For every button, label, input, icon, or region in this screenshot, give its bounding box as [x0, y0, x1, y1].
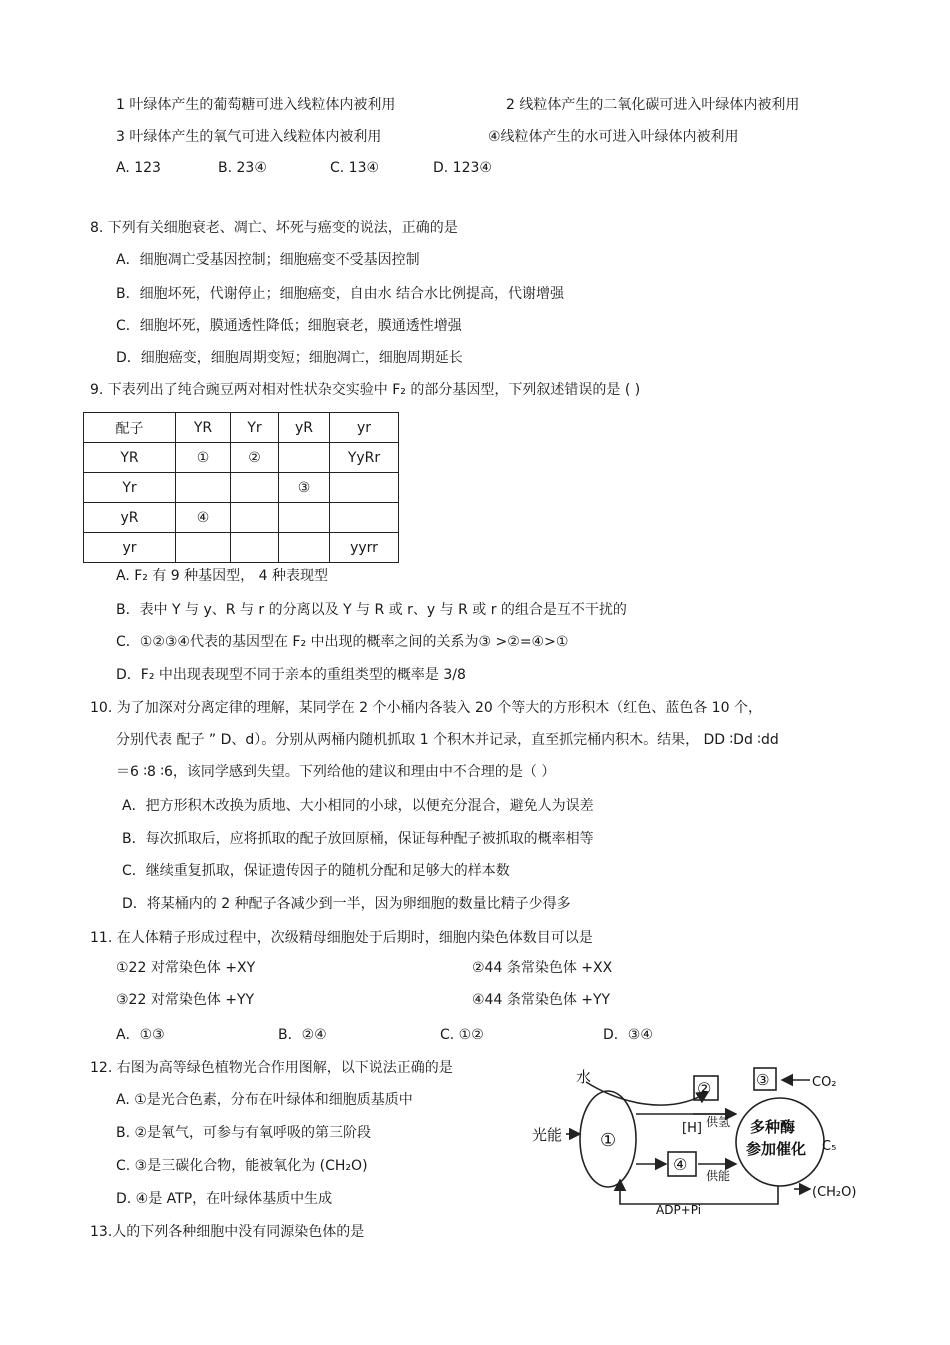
q9-option-d: D．F₂ 中出现表现型不同于亲本的重组类型的概率是 3/8	[116, 667, 466, 683]
water-arrow	[586, 1082, 708, 1105]
adp-return-arrow	[620, 1180, 778, 1204]
ch2o-label: (CH₂O)	[812, 1185, 857, 1200]
q11-choice-3: ③22 对常染色体 +YY	[116, 992, 255, 1008]
q12-option-d: D. ④是 ATP，在叶绿体基质中生成	[116, 1191, 333, 1207]
water-label: 水	[576, 1068, 592, 1086]
q11-option-a: A．①③	[116, 1027, 165, 1043]
genotype-table	[83, 412, 399, 563]
q7-statement-3: 3 叶绿体产生的氧气可进入线粒体内被利用	[116, 129, 382, 145]
supply-energy-label: 供能	[706, 1169, 731, 1183]
q11-choice-2: ②44 条常染色体 +XX	[472, 960, 613, 976]
table-header-cell: yR	[279, 413, 330, 443]
q12-stem: 12. 右图为高等绿色植物光合作用图解，以下说法正确的是	[90, 1060, 453, 1076]
q8-option-b: B．细胞坏死，代谢停止；细胞癌变，自由水 结合水比例提高，代谢增强	[116, 286, 565, 302]
table-cell: yyrr	[330, 533, 399, 563]
table-cell	[279, 533, 330, 563]
h-label: [H]	[682, 1121, 702, 1136]
q7-option-a: A. 123	[116, 160, 161, 176]
q11-option-c: C. ①②	[440, 1027, 484, 1043]
table-cell	[279, 443, 330, 473]
table-cell: ③	[279, 473, 330, 503]
q7-statement-2: 2 线粒体产生的二氧化碳可进入叶绿体内被利用	[506, 97, 800, 113]
q13-stem: 13.人的下列各种细胞中没有同源染色体的是	[90, 1224, 365, 1240]
table-cell: yR	[84, 503, 176, 533]
label-2: ②	[697, 1079, 712, 1098]
q12-option-c: C. ③是三碳化合物，能被氧化为 (CH₂O)	[116, 1158, 368, 1174]
table-cell	[231, 503, 279, 533]
table-row	[84, 533, 399, 563]
q11-choice-4: ④44 条常染色体 +YY	[472, 992, 611, 1008]
table-row	[84, 473, 399, 503]
q8-option-a: A．细胞凋亡受基因控制；细胞癌变不受基因控制	[116, 252, 420, 268]
label-1: ①	[600, 1130, 617, 1151]
adp-label: ADP+Pi	[656, 1203, 702, 1217]
q12-option-b: B. ②是氧气，可参与有氧呼吸的第三阶段	[116, 1125, 372, 1141]
enzyme-label-2: 参加催化	[746, 1140, 807, 1158]
table-row	[84, 443, 399, 473]
table-row	[84, 503, 399, 533]
q10-option-a: A．把方形积木改换为质地、大小相同的小球，以便充分混合，避免人为误差	[122, 798, 594, 814]
table-cell: YR	[84, 443, 176, 473]
table-cell	[330, 503, 399, 533]
q11-option-d: D．③④	[603, 1027, 653, 1043]
label-4: ④	[673, 1155, 688, 1174]
table-cell: ①	[176, 443, 231, 473]
q9-option-b: B．表中 Y 与 y、R 与 r 的分离以及 Y 与 R 或 r、y 与 R 或 r 的组合是互不干扰的	[116, 602, 627, 618]
table-header-row	[84, 413, 399, 443]
table-cell: ②	[231, 443, 279, 473]
table-cell	[279, 503, 330, 533]
photosynthesis-diagram	[528, 1062, 858, 1224]
q11-option-b: B．②④	[278, 1027, 327, 1043]
enzyme-label-1: 多种酶	[750, 1118, 796, 1136]
q10-stem-line-3: ＝6 ∶8 ∶6，该同学感到失望。下列给他的建议和理由中不合理的是（ ）	[116, 764, 556, 780]
table-header-cell: YR	[176, 413, 231, 443]
table-cell: ④	[176, 503, 231, 533]
q9-stem: 9. 下表列出了纯合豌豆两对相对性状杂交实验中 F₂ 的部分基因型，下列叙述错误的是 ( )	[90, 382, 641, 398]
light-label: 光能	[532, 1126, 563, 1144]
table-cell	[231, 473, 279, 503]
table-header-cell: Yr	[231, 413, 279, 443]
q7-option-d: D. 123④	[433, 160, 492, 176]
table-cell: Yr	[84, 473, 176, 503]
q10-stem-line-1: 10. 为了加深对分离定律的理解，某同学在 2 个小桶内各装入 20 个等大的方形积木（红色、蓝色各 10 个，	[90, 700, 762, 716]
supply-h-label: 供氢	[706, 1115, 731, 1129]
q7-statement-1: 1 叶绿体产生的葡萄糖可进入线粒体内被利用	[116, 97, 396, 113]
q11-stem: 11. 在人体精子形成过程中，次级精母细胞处于后期时，细胞内染色体数目可以是	[90, 930, 593, 946]
table-cell	[231, 533, 279, 563]
q8-stem: 8. 下列有关细胞衰老、凋亡、坏死与癌变的说法，正确的是	[90, 220, 458, 236]
q7-option-c: C. 13④	[330, 160, 380, 176]
table-cell	[330, 473, 399, 503]
q10-option-b: B．每次抓取后，应将抓取的配子放回原桶，保证每种配子被抓取的概率相等	[122, 831, 594, 847]
q7-statement-4: ④线粒体产生的水可进入叶绿体内被利用	[488, 129, 739, 145]
c5-label: C₅	[822, 1139, 837, 1154]
q12-option-a: A. ①是光合色素，分布在叶绿体和细胞质基质中	[116, 1092, 413, 1108]
q10-option-c: C．继续重复抓取，保证遗传因子的随机分配和足够大的样本数	[122, 863, 510, 879]
q8-option-c: C．细胞坏死，膜通透性降低；细胞衰老，膜通透性增强	[116, 318, 462, 334]
q8-option-d: D．细胞癌变，细胞周期变短；细胞凋亡，细胞周期延长	[116, 350, 463, 366]
table-header-cell: 配子	[84, 413, 176, 443]
q10-stem-line-2: 分别代表 配子 ” D、d）。分别从两桶内随机抓取 1 个积木并记录，直至抓完桶内积木。结果， DD ∶Dd ∶dd	[116, 732, 779, 748]
q7-option-b: B. 23④	[218, 160, 267, 176]
q10-option-d: D．将某桶内的 2 种配子各减少到一半，因为卵细胞的数量比精子少得多	[122, 896, 571, 912]
label-3: ③	[756, 1071, 770, 1089]
q11-choice-1: ①22 对常染色体 +XY	[116, 960, 256, 976]
table-header-cell: yr	[330, 413, 399, 443]
table-cell	[176, 533, 231, 563]
q9-option-a: A. F₂ 有 9 种基因型， 4 种表现型	[116, 568, 328, 584]
table-cell: YyRr	[330, 443, 399, 473]
co2-label: CO₂	[812, 1075, 837, 1090]
q9-option-c: C．①②③④代表的基因型在 F₂ 中出现的概率之间的关系为③ >②=④>①	[116, 634, 569, 650]
table-cell: yr	[84, 533, 176, 563]
table-cell	[176, 473, 231, 503]
